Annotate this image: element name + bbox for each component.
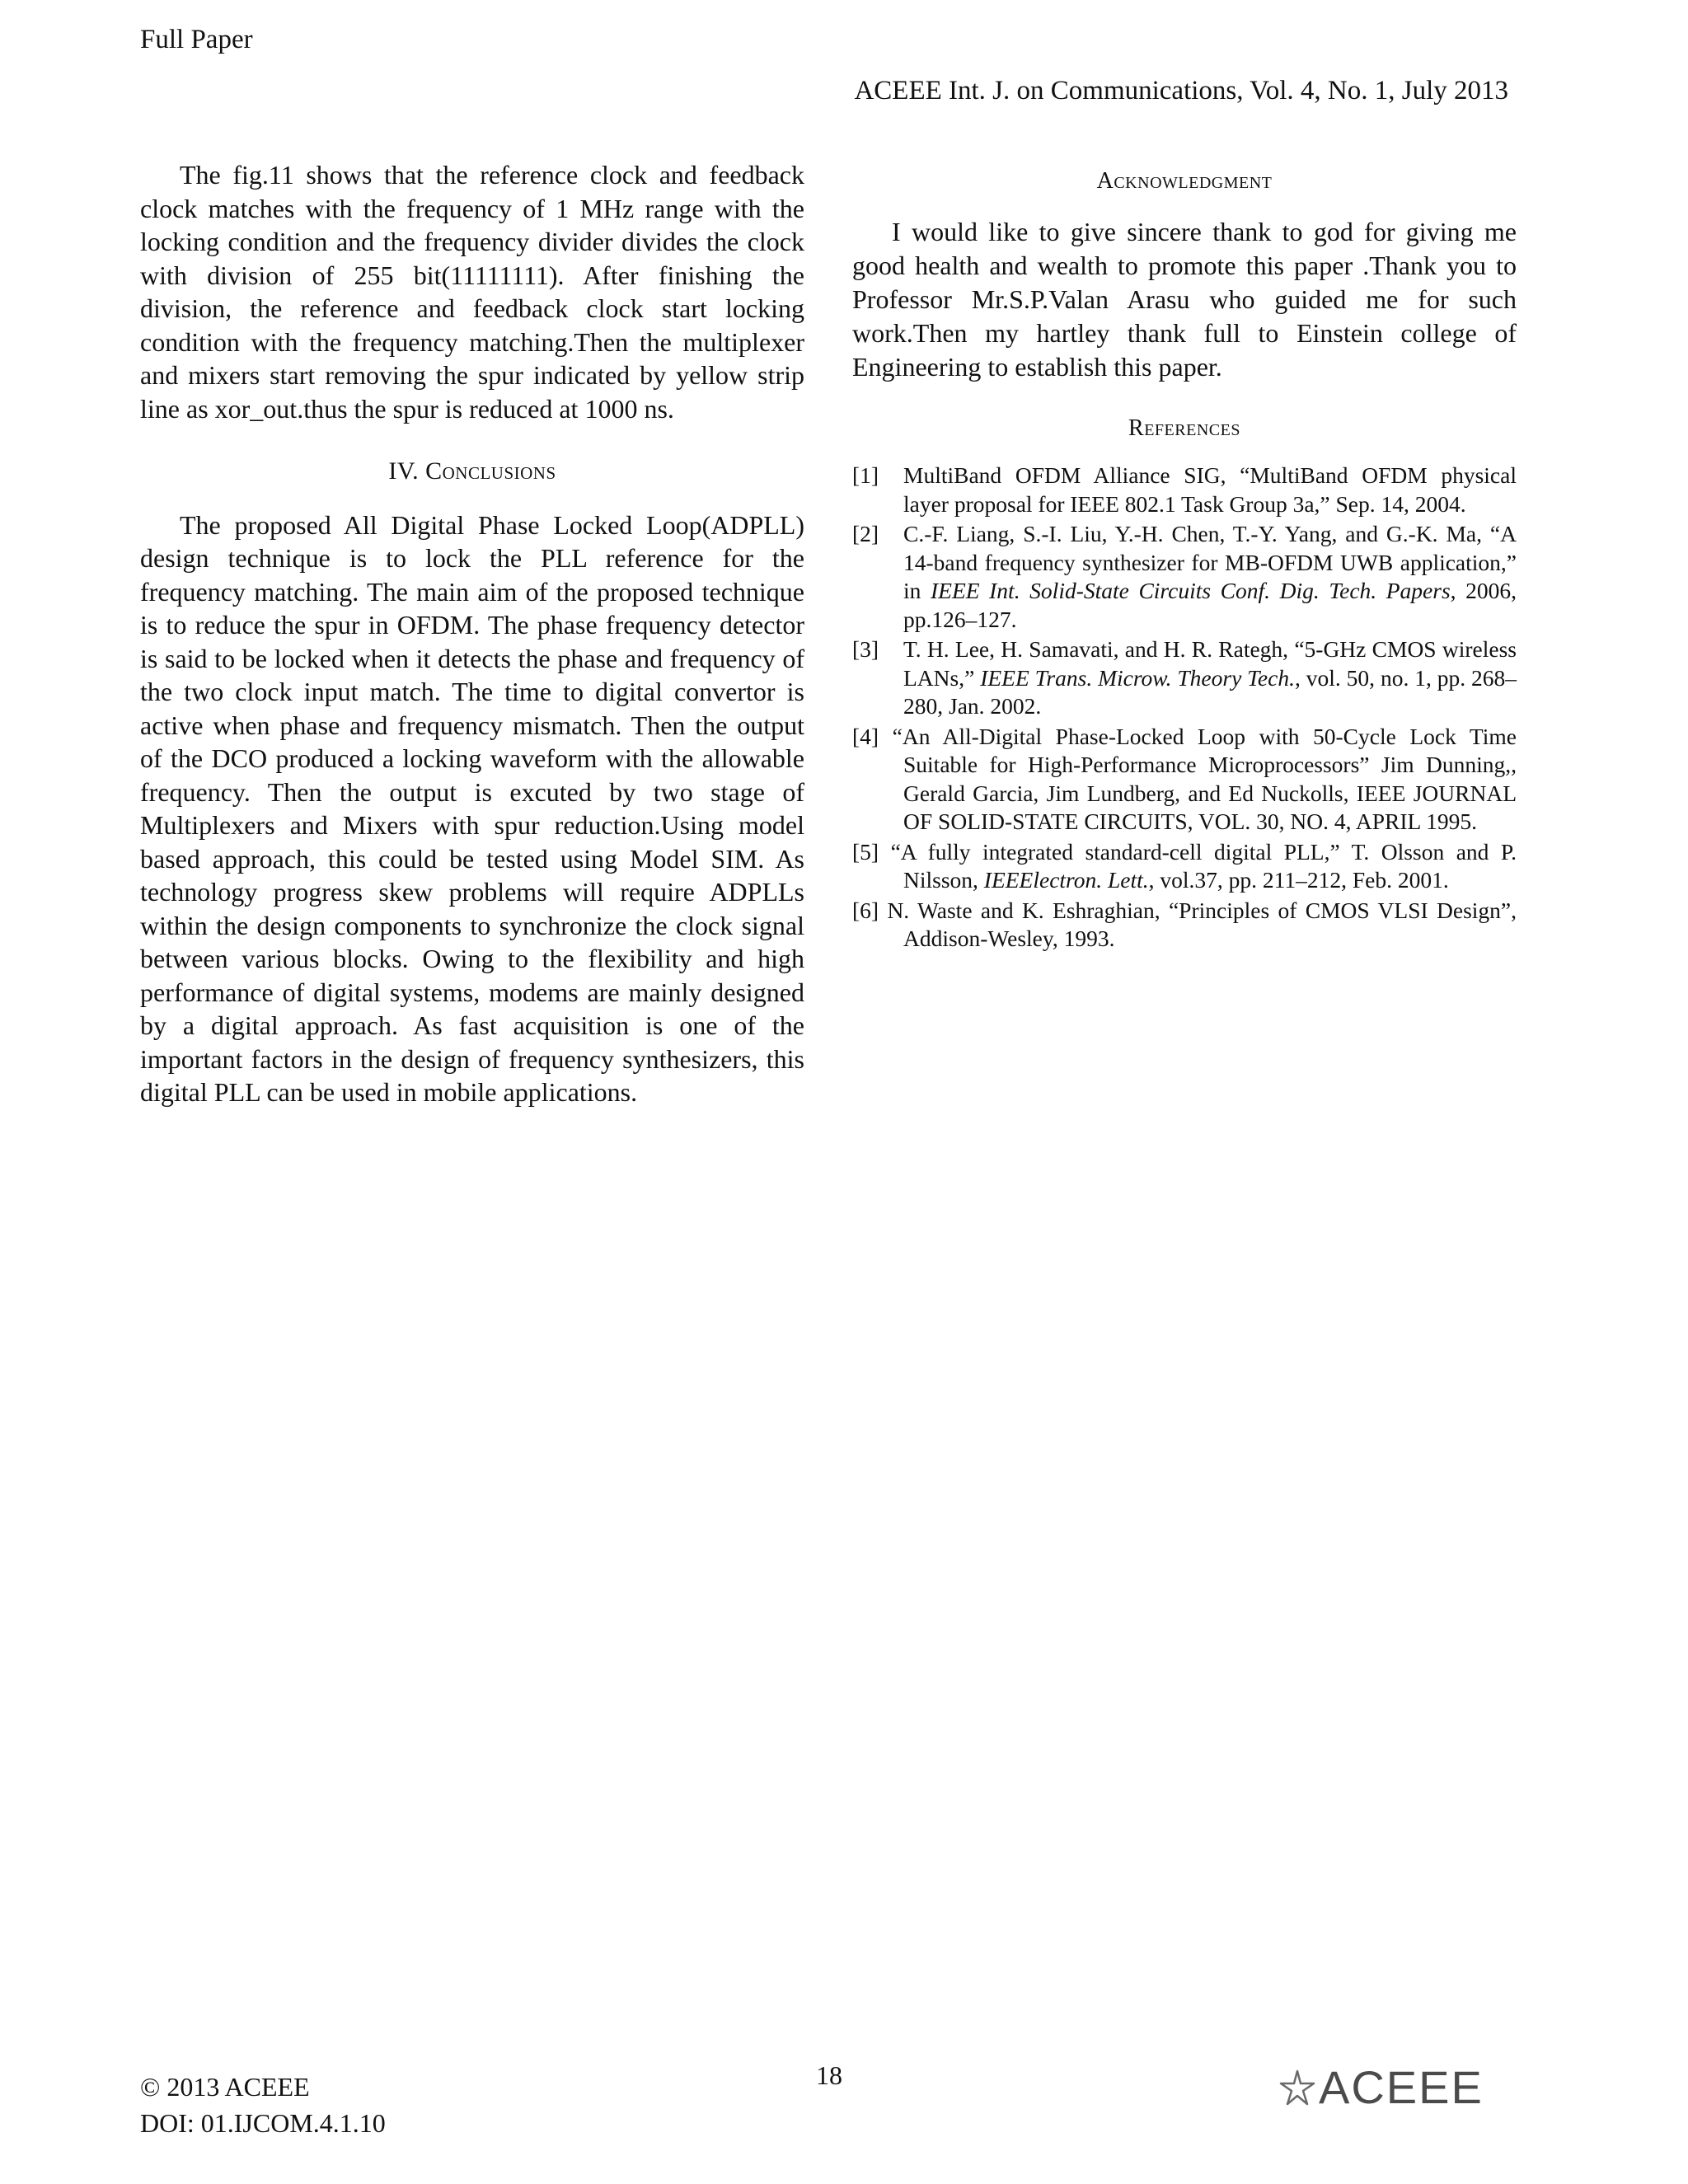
reference-item [852,462,1517,518]
acknowledgment-paragraph: I would like to give sincere thank to god for giving me good health and wealth to promote this paper .Thank you to Professor Mr.S.P.Valan Arasu who guided me for such work.Then my hartley thank full to Einstein college of Engineering to establish this paper. [852,216,1517,382]
right-column [852,158,1517,955]
reference-number: [5] [852,838,879,865]
intro-paragraph: The fig.11 shows that the reference clock and feedback clock matches with the frequency of 1 MHz range with the locking condition and the frequency divider divides the clock with division of 255 bit(11111111). After finishing the division, the reference and feedback clock start locking condition with the frequency matching.Then the multiplexer and mixers start removing the spur indicated by yellow strip line as xor_out.thus the spur is reduced at 1000 ns. [140,160,804,424]
conclusions-paragraph: The proposed All Digital Phase Locked Loop(ADPLL) design technique is to lock the PLL reference for the frequency matching. The main aim of the proposed technique is to reduce the spur in OFDM. The phase frequency detector is said to be locked when it detects the phase and frequency of the two clock input match. The time to digital convertor is active when phase and frequency mismatch. Then the output of the DCO produced a locking waveform with the allowable frequency. Then the output is excuted by two stage of Multiplexers and Mixers with spur reduction.Using model based approach, this could be tested using Model SIM. As technology progress skew problems will require ADPLLs within the design components to synchronize the clock signal between various blocks. Owing to the flexibility and high performance of digital systems, modems are mainly designed by a digital approach. As fast acquisition is one of the important factors in the design of frequency synthesizers, this digital PLL can be used in mobile applications. [140,509,804,1107]
running-header-label: Full Paper [140,25,253,54]
conclusions-heading: IV. Conclusions [388,457,556,485]
footer-info [140,2069,386,2141]
reference-text: N. Waste and K. Eshraghian, “Principles of CMOS VLSI Design”, Addison-Wesley, 1993. [887,897,1517,951]
reference-item [852,723,1517,837]
reference-number: [2] [852,521,879,546]
reference-item [852,897,1517,954]
reference-number: [6] [852,897,879,923]
reference-item [852,520,1517,634]
reference-number: [3] [852,636,879,662]
left-column [140,158,804,1109]
doi-label: DOI: 01.IJCOM.4.1.10 [140,2108,386,2138]
star-icon [1279,2069,1315,2106]
reference-text: “An All-Digital Phase-Locked Loop with 50-Cycle Lock Time Suitable for High-Performance Microprocessors” Jim Dunning,, Gerald Garcia, Jim Lundberg, and Ed Nuckolls, IEEE JOURNAL OF SOLID-STATE CIRCUITS, VOL. 30, NO. 4, APRIL 1995. [892,723,1517,834]
reference-item [852,635,1517,721]
page-number: 18 [816,2060,842,2090]
reference-text: “A fully integrated standard-cell digital PLL,” T. Olsson and P. Nilsson, IEEElectron. Lett., vol.37, pp. 211–212, Feb. 2001. [890,838,1517,893]
references-heading: References [1128,415,1240,441]
reference-item [852,838,1517,895]
copyright-notice: © 2013 ACEEE [140,2072,310,2102]
reference-number: [4] [852,723,879,749]
reference-number: [1] [852,462,879,488]
reference-text: C.-F. Liang, S.-I. Liu, Y.-H. Chen, T.-Y. Yang, and G.-K. Ma, “A 14-band frequency synthesizer for MB-OFDM UWB application,” in IEEE Int. Solid-State Circuits Conf. Dig. Tech. Papers, 2006, pp.126–127. [903,521,1517,632]
aceee-logo [1279,2060,1484,2114]
reference-list [852,462,1517,954]
reference-text: T. H. Lee, H. Samavati, and H. R. Rategh, “5-GHz CMOS wireless LANs,” IEEE Trans. Microw. Theory Tech., vol. 50, no. 1, pp. 268–280, Jan. 2002. [903,636,1517,719]
logo-text: ACEEE [1319,2061,1484,2113]
reference-text: MultiBand OFDM Alliance SIG, “MultiBand OFDM physical layer proposal for IEEE 802.1 Task Group 3a,” Sep. 14, 2004. [903,462,1517,517]
acknowledgment-heading: Acknowledgment [1096,168,1273,194]
journal-citation: ACEEE Int. J. on Communications, Vol. 4, No. 1, July 2013 [854,76,1508,105]
